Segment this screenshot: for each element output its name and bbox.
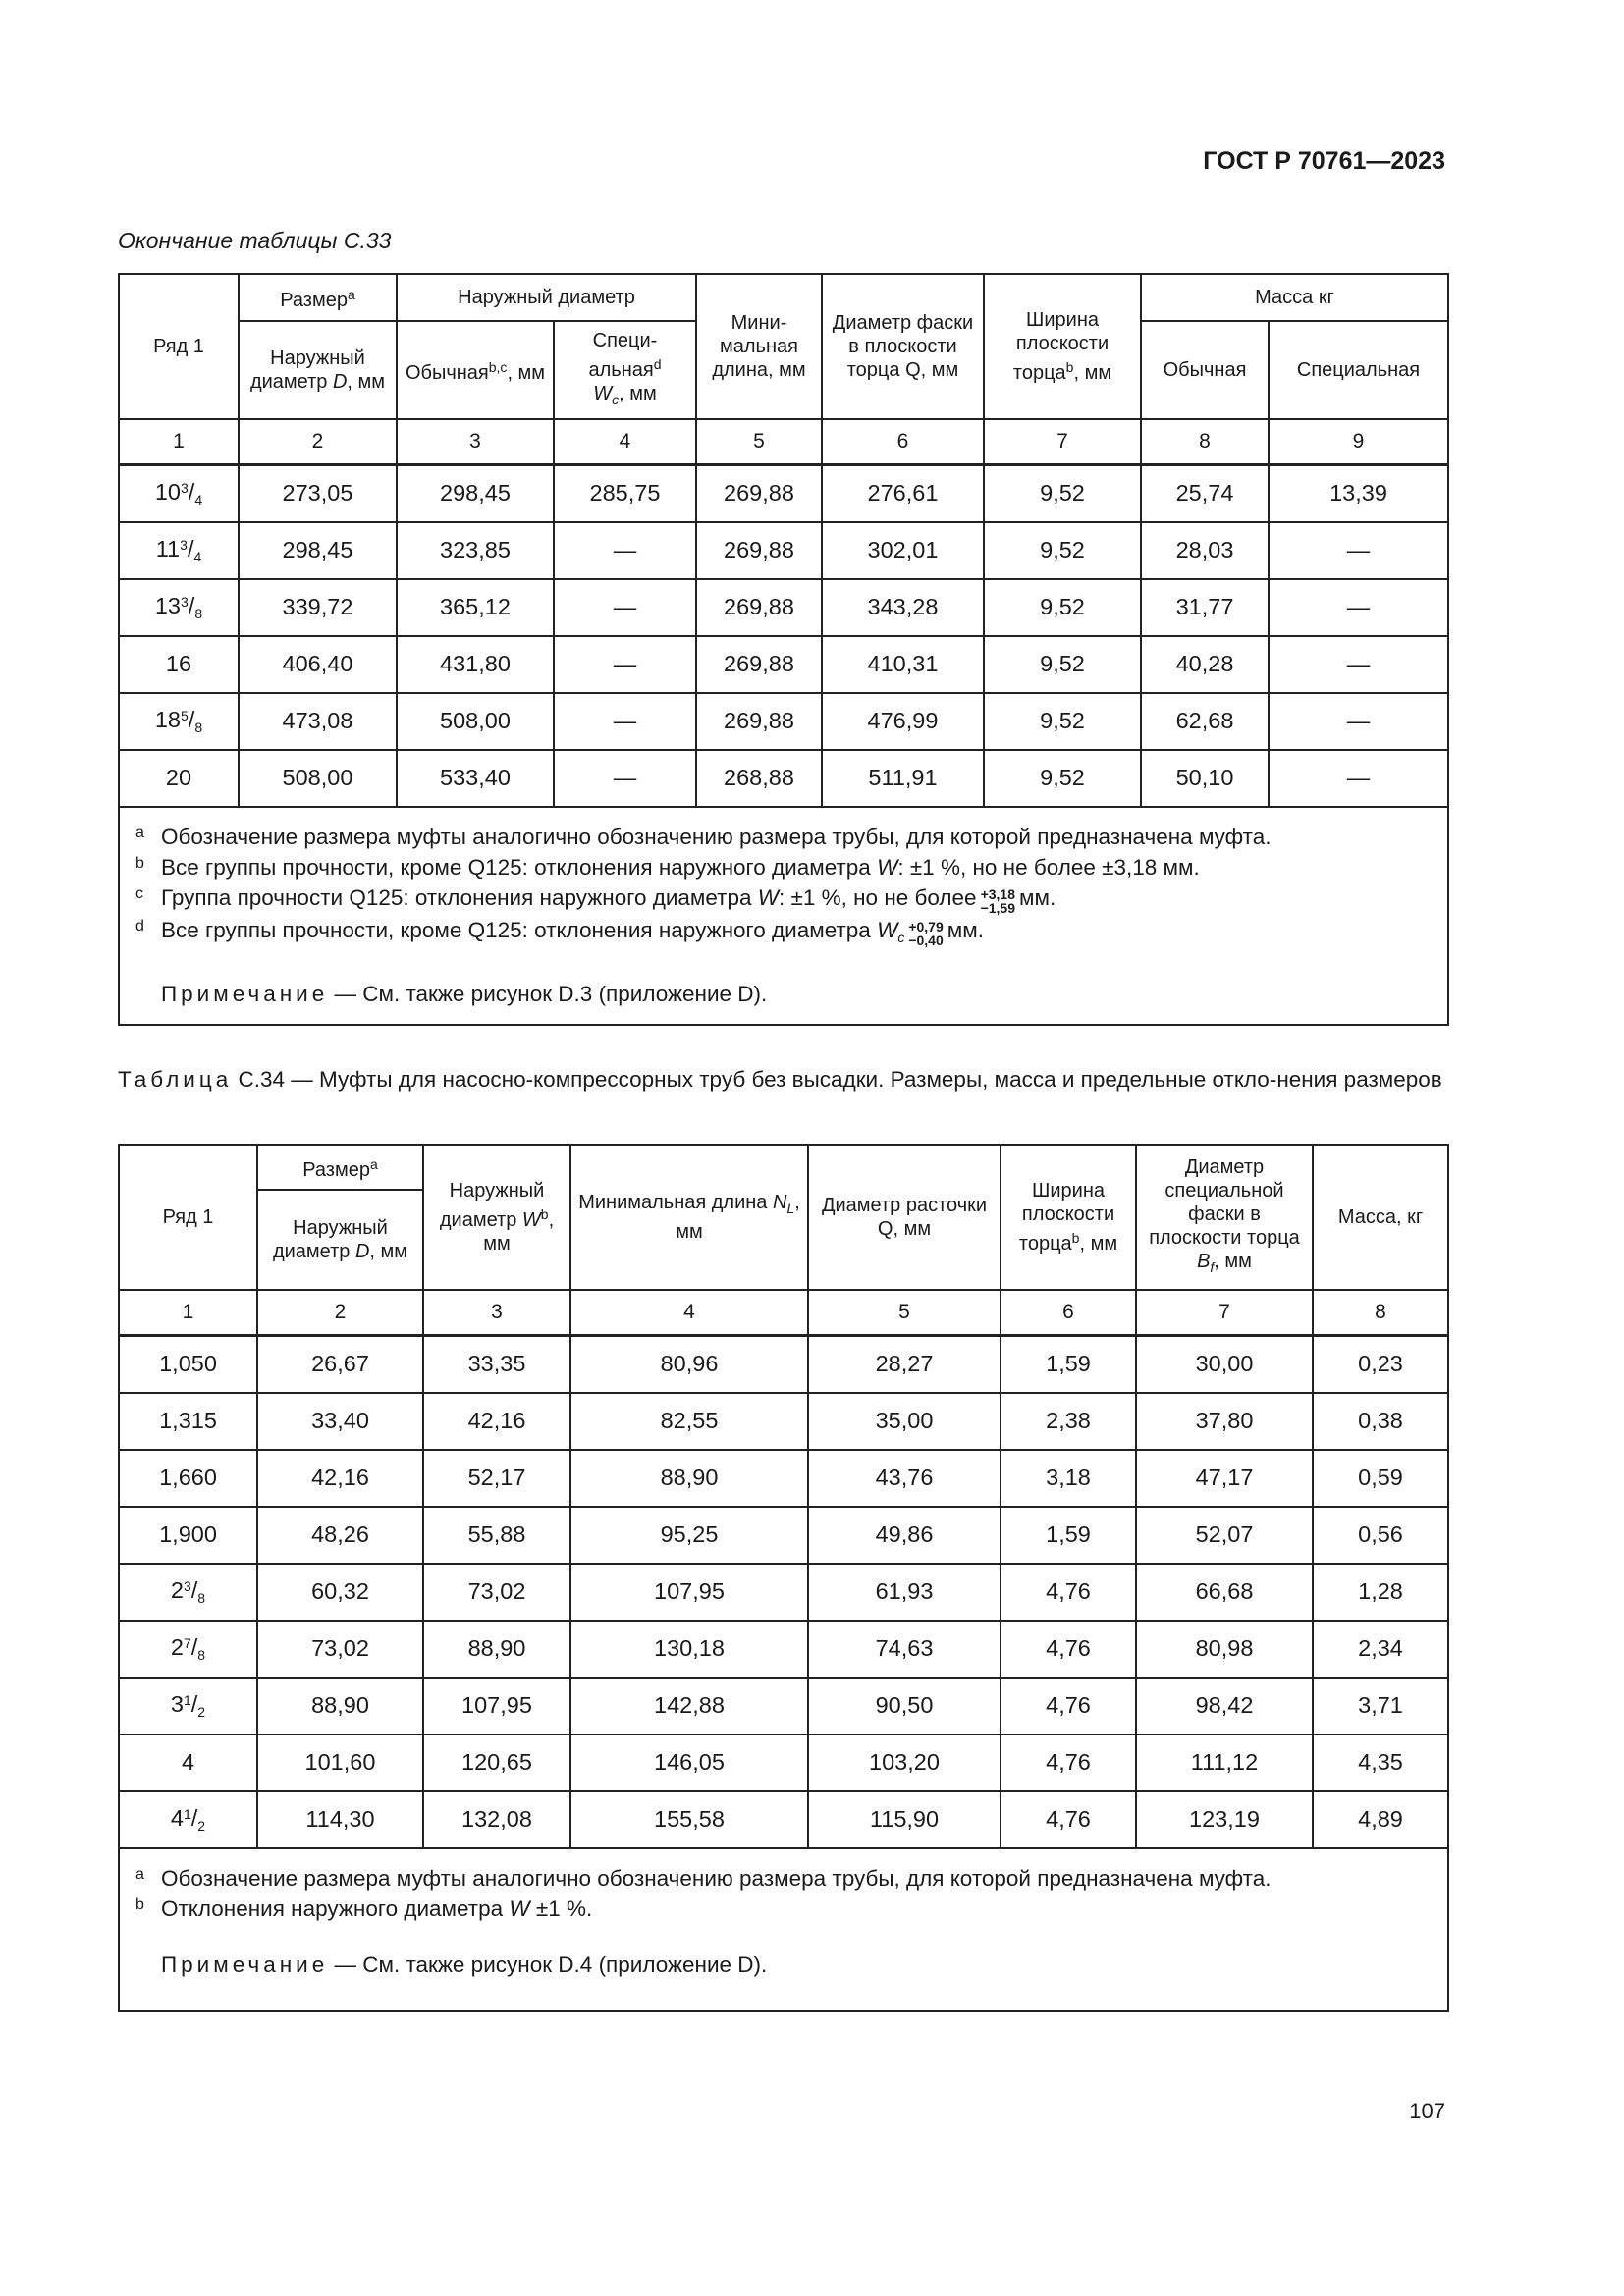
column-number: 6: [822, 419, 984, 465]
table-cell: 1,28: [1313, 1564, 1448, 1621]
table-cell: 80,98: [1136, 1621, 1313, 1678]
table-row: [119, 1735, 1448, 1791]
table-cell: 95,25: [570, 1507, 808, 1564]
column-number: 8: [1313, 1290, 1448, 1336]
table-row: [119, 693, 1448, 750]
table-cell: 47,17: [1136, 1450, 1313, 1507]
table-cell: 43,76: [808, 1450, 1001, 1507]
tolerance: +0,79 −0,40: [908, 918, 944, 948]
header-mass: Масса, кг: [1313, 1145, 1448, 1290]
table-cell: 82,55: [570, 1393, 808, 1450]
header-size-outer: Наружный диаметр D, мм: [257, 1190, 423, 1290]
table-cell: —: [1269, 522, 1448, 579]
table-c33: [118, 273, 1449, 1026]
page-number: 107: [1409, 2099, 1445, 2123]
header-size: Размер$^a$: [257, 1145, 423, 1190]
table-row: [119, 750, 1448, 807]
column-number: 1: [119, 1290, 257, 1336]
table-cell: 9,52: [984, 522, 1141, 579]
header-face-width: Ширина плоскости торца$^b$, мм: [1001, 1145, 1136, 1290]
row-size-cell: 4: [119, 1735, 257, 1791]
table-c34: [118, 1144, 1449, 2012]
header-outer-diameter: Наружный диаметр: [397, 274, 696, 321]
table-cell: —: [554, 693, 696, 750]
table-cell: 276,61: [822, 465, 984, 522]
header-mass-special: Специальная: [1269, 321, 1448, 419]
table-cell: 62,68: [1141, 693, 1269, 750]
table-row: [119, 1450, 1448, 1507]
table-cell: —: [1269, 750, 1448, 807]
row-size-cell: 1,315: [119, 1393, 257, 1450]
table2-footnotes: [119, 1848, 1448, 2011]
table-cell: —: [554, 579, 696, 636]
table-cell: 101,60: [257, 1735, 423, 1791]
table-cell: 49,86: [808, 1507, 1001, 1564]
table-cell: 90,50: [808, 1678, 1001, 1735]
table-cell: 343,28: [822, 579, 984, 636]
table-cell: 130,18: [570, 1621, 808, 1678]
table-cell: 511,91: [822, 750, 984, 807]
column-number: 7: [1136, 1290, 1313, 1336]
table-cell: —: [1269, 579, 1448, 636]
table-row: [119, 1791, 1448, 1848]
header-outer-diameter: Наружный диаметр $W^b$, мм: [423, 1145, 570, 1290]
column-numbers-row: [119, 1290, 1448, 1336]
table-cell: 28,03: [1141, 522, 1269, 579]
table-cell: 35,00: [808, 1393, 1001, 1450]
table-cell: 13,39: [1269, 465, 1448, 522]
table-cell: 9,52: [984, 750, 1141, 807]
table-row: [119, 1507, 1448, 1564]
table1-footnotes: [119, 807, 1448, 1025]
table-cell: 123,19: [1136, 1791, 1313, 1848]
table-cell: 4,76: [1001, 1678, 1136, 1735]
column-number: 3: [423, 1290, 570, 1336]
column-number: 2: [257, 1290, 423, 1336]
table-cell: 2,38: [1001, 1393, 1136, 1450]
table-cell: 52,17: [423, 1450, 570, 1507]
table-cell: 3,71: [1313, 1678, 1448, 1735]
table-row: [119, 1393, 1448, 1450]
table-cell: 73,02: [257, 1621, 423, 1678]
table-cell: 269,88: [696, 693, 822, 750]
table-row: [119, 465, 1448, 522]
footnote-a: a Обозначение размера муфты аналогично обозначению размера трубы, для которой предназначена муфта.: [135, 1865, 1272, 1891]
table-cell: 66,68: [1136, 1564, 1313, 1621]
header-size: Размер$^a$: [239, 274, 397, 321]
header-bore: Диаметр расточки Q, мм: [808, 1145, 1001, 1290]
row-size-cell: $11^3/_4$: [119, 522, 239, 579]
column-number: 4: [554, 419, 696, 465]
table-cell: 302,01: [822, 522, 984, 579]
table-cell: 115,90: [808, 1791, 1001, 1848]
header-size-outer: Наружный диаметр D, мм: [239, 321, 397, 419]
table-cell: 9,52: [984, 693, 1141, 750]
table-cell: 410,31: [822, 636, 984, 693]
header-row: Ряд 1: [119, 274, 239, 419]
footnote-d: d Все группы прочности, кроме Q125: отклонения наружного диаметра $W_c+0,79$ −0,40 мм.: [135, 917, 984, 948]
table-cell: 285,75: [554, 465, 696, 522]
table-cell: 4,76: [1001, 1564, 1136, 1621]
table-cell: 103,20: [808, 1735, 1001, 1791]
row-size-cell: 1,660: [119, 1450, 257, 1507]
row-size-cell: $3^1/_2$: [119, 1678, 257, 1735]
table-cell: 0,56: [1313, 1507, 1448, 1564]
table-cell: 473,08: [239, 693, 397, 750]
table-cell: 40,28: [1141, 636, 1269, 693]
table-cell: 3,18: [1001, 1450, 1136, 1507]
table-cell: 269,88: [696, 465, 822, 522]
table-cell: 80,96: [570, 1336, 808, 1393]
table-cell: —: [1269, 636, 1448, 693]
table-cell: 42,16: [423, 1393, 570, 1450]
table-cell: 4,89: [1313, 1791, 1448, 1848]
row-size-cell: 16: [119, 636, 239, 693]
table-cell: 508,00: [397, 693, 554, 750]
table-cell: 33,35: [423, 1336, 570, 1393]
table-cell: 269,88: [696, 579, 822, 636]
table-cell: 74,63: [808, 1621, 1001, 1678]
header-mass-normal: Обычная: [1141, 321, 1269, 419]
table-cell: 4,76: [1001, 1735, 1136, 1791]
document-id: ГОСТ Р 70761—2023: [1203, 147, 1445, 175]
table-cell: 339,72: [239, 579, 397, 636]
table-cell: 9,52: [984, 465, 1141, 522]
table-cell: 88,90: [423, 1621, 570, 1678]
table-cell: 431,80: [397, 636, 554, 693]
table-cell: 33,40: [257, 1393, 423, 1450]
header-od-special: Специ- альная$^d$ $W_c$, мм: [554, 321, 696, 419]
table-row: [119, 522, 1448, 579]
row-size-cell: 20: [119, 750, 239, 807]
table-cell: 0,38: [1313, 1393, 1448, 1450]
table-cell: 155,58: [570, 1791, 808, 1848]
table-cell: 31,77: [1141, 579, 1269, 636]
footnote-b: b Все группы прочности, кроме Q125: отклонения наружного диаметра W: ±1 %, но не более ±3,18 мм.: [135, 854, 1200, 880]
column-number: 8: [1141, 419, 1269, 465]
table-cell: 1,59: [1001, 1336, 1136, 1393]
table-cell: —: [554, 522, 696, 579]
column-number: 1: [119, 419, 239, 465]
table-cell: 269,88: [696, 636, 822, 693]
table-cell: 476,99: [822, 693, 984, 750]
header-mass: Масса кг: [1141, 274, 1448, 321]
table-cell: 298,45: [397, 465, 554, 522]
table-cell: 146,05: [570, 1735, 808, 1791]
header-od-normal: Обычная$^{b,c}$, мм: [397, 321, 554, 419]
table-cell: 48,26: [257, 1507, 423, 1564]
row-size-cell: 1,050: [119, 1336, 257, 1393]
row-size-cell: $18^5/_8$: [119, 693, 239, 750]
row-size-cell: $10^3/_4$: [119, 465, 239, 522]
table-cell: 9,52: [984, 636, 1141, 693]
table-cell: 142,88: [570, 1678, 808, 1735]
header-min-length: Мини-мальная длина, мм: [696, 274, 822, 419]
column-number: 9: [1269, 419, 1448, 465]
table-cell: 37,80: [1136, 1393, 1313, 1450]
column-number: 4: [570, 1290, 808, 1336]
table-cell: 2,34: [1313, 1621, 1448, 1678]
table-cell: —: [1269, 693, 1448, 750]
header-special-chamfer: Диаметр специальной фаски в плоскости торца $B_f$, мм: [1136, 1145, 1313, 1290]
table2-caption: Таблица С.34 — Муфты для насосно-компрессорных труб без высадки. Размеры, масса и предельные откло-нения размеров: [118, 1067, 1442, 1092]
row-size-cell: $4^1/_2$: [119, 1791, 257, 1848]
row-size-cell: 1,900: [119, 1507, 257, 1564]
table-cell: 25,74: [1141, 465, 1269, 522]
table-cell: 60,32: [257, 1564, 423, 1621]
table-cell: 9,52: [984, 579, 1141, 636]
table1-caption: Окончание таблицы С.33: [118, 228, 392, 253]
table-cell: 28,27: [808, 1336, 1001, 1393]
table-cell: 120,65: [423, 1735, 570, 1791]
footnotes-row: [119, 807, 1448, 1025]
header-min-length: Минимальная длина $N_L$, мм: [570, 1145, 808, 1290]
row-size-cell: $13^3/_8$: [119, 579, 239, 636]
table-cell: 269,88: [696, 522, 822, 579]
table-cell: 114,30: [257, 1791, 423, 1848]
table-cell: 26,67: [257, 1336, 423, 1393]
table-cell: 273,05: [239, 465, 397, 522]
table-cell: 50,10: [1141, 750, 1269, 807]
table-cell: 323,85: [397, 522, 554, 579]
table-cell: 88,90: [570, 1450, 808, 1507]
column-number: 2: [239, 419, 397, 465]
column-number: 5: [808, 1290, 1001, 1336]
tolerance: +3,18 −1,59: [980, 885, 1016, 916]
table-cell: 30,00: [1136, 1336, 1313, 1393]
table-row: [119, 1564, 1448, 1621]
table-cell: 406,40: [239, 636, 397, 693]
column-number: 7: [984, 419, 1141, 465]
header-face-width: Ширина плоскости торца$^b$, мм: [984, 274, 1141, 419]
header-chamfer: Диаметр фаски в плоскости торца Q, мм: [822, 274, 984, 419]
table-cell: —: [554, 750, 696, 807]
table-cell: 107,95: [423, 1678, 570, 1735]
column-number: 3: [397, 419, 554, 465]
table-cell: 0,59: [1313, 1450, 1448, 1507]
table-cell: 268,88: [696, 750, 822, 807]
table-row: [119, 579, 1448, 636]
table-cell: 52,07: [1136, 1507, 1313, 1564]
table-row: [119, 1621, 1448, 1678]
footnote-a: a Обозначение размера муфты аналогично обозначению размера трубы, для которой предназначена муфта.: [135, 824, 1272, 849]
table-cell: 111,12: [1136, 1735, 1313, 1791]
column-number: 6: [1001, 1290, 1136, 1336]
table-cell: 88,90: [257, 1678, 423, 1735]
column-number: 5: [696, 419, 822, 465]
table-cell: 533,40: [397, 750, 554, 807]
table-cell: 55,88: [423, 1507, 570, 1564]
column-numbers-row: [119, 419, 1448, 465]
table-cell: 298,45: [239, 522, 397, 579]
row-size-cell: $2^3/_8$: [119, 1564, 257, 1621]
table2-note: Примечание — См. также рисунок D.4 (приложение D).: [161, 1951, 768, 1977]
table-cell: 508,00: [239, 750, 397, 807]
table1-note: Примечание — См. также рисунок D.3 (приложение D).: [161, 981, 768, 1006]
table-cell: —: [554, 636, 696, 693]
footnotes-row: [119, 1848, 1448, 2011]
header-row: Ряд 1: [119, 1145, 257, 1290]
table-cell: 107,95: [570, 1564, 808, 1621]
table-cell: 365,12: [397, 579, 554, 636]
table-cell: 42,16: [257, 1450, 423, 1507]
table-row: [119, 1336, 1448, 1393]
table-cell: 132,08: [423, 1791, 570, 1848]
table-cell: 61,93: [808, 1564, 1001, 1621]
footnote-c: c Группа прочности Q125: отклонения наружного диаметра W: ±1 %, но не более +3,18 −1,59 мм.: [135, 884, 1056, 916]
row-size-cell: $2^7/_8$: [119, 1621, 257, 1678]
table-cell: 0,23: [1313, 1336, 1448, 1393]
table-cell: 98,42: [1136, 1678, 1313, 1735]
table-row: [119, 1678, 1448, 1735]
table-cell: 1,59: [1001, 1507, 1136, 1564]
table-cell: 4,76: [1001, 1791, 1136, 1848]
table-cell: 4,76: [1001, 1621, 1136, 1678]
table-cell: 4,35: [1313, 1735, 1448, 1791]
table-cell: 73,02: [423, 1564, 570, 1621]
table-row: [119, 636, 1448, 693]
footnote-b: b Отклонения наружного диаметра W ±1 %.: [135, 1896, 593, 1921]
